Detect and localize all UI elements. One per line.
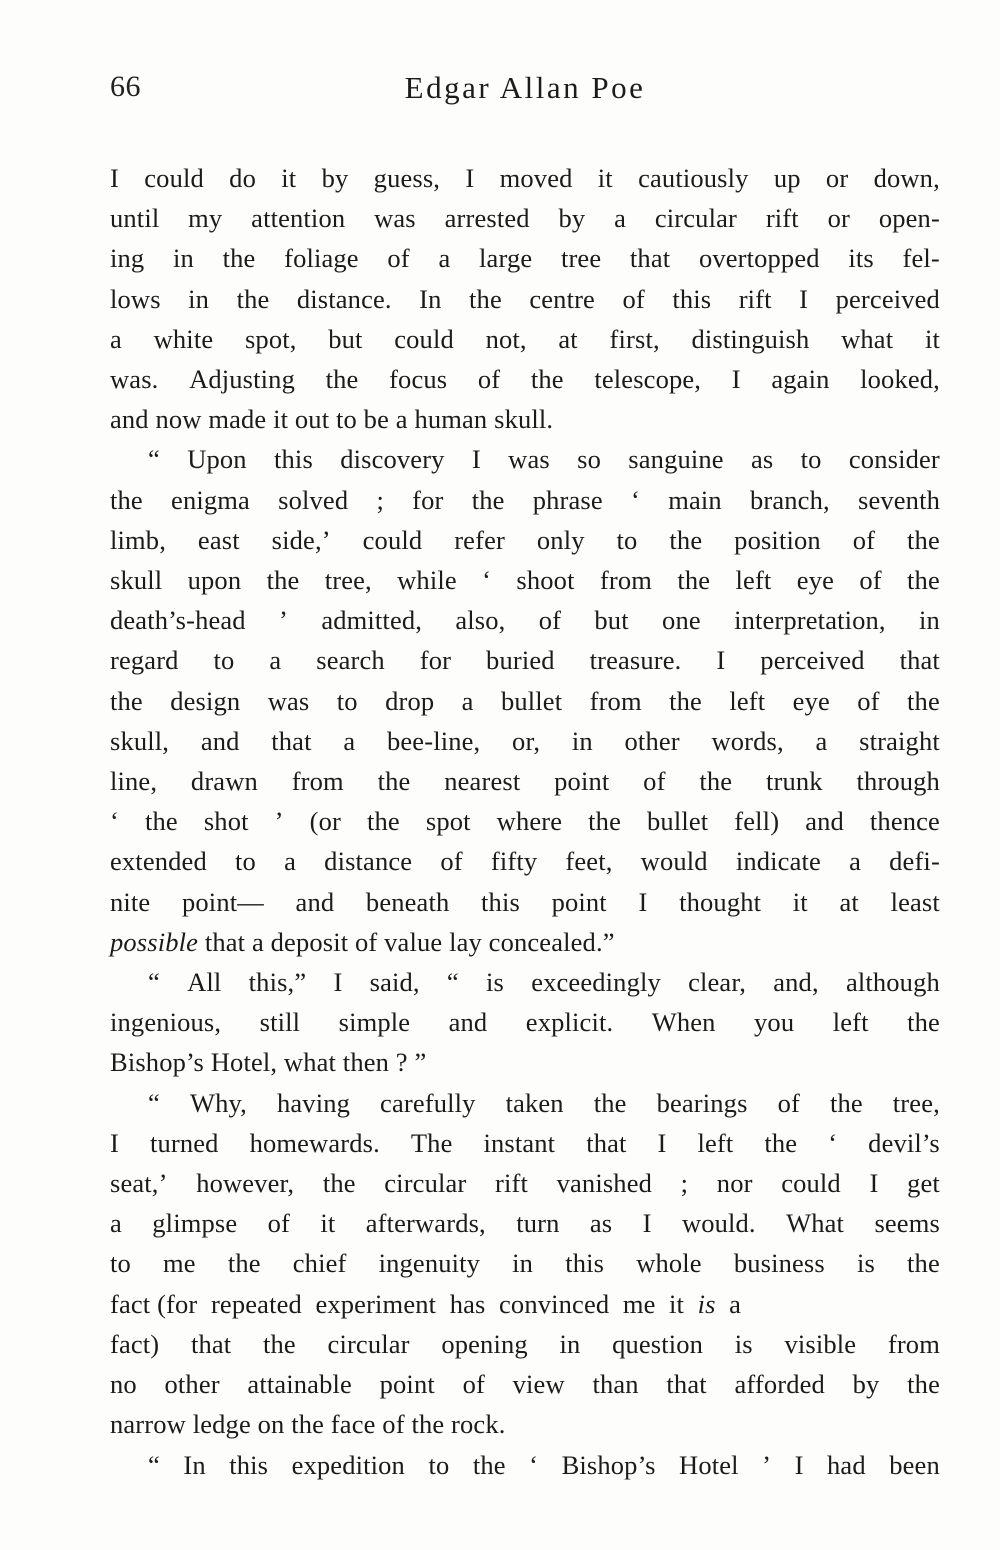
text-line: seat,’ however, the circular rift vanished ; nor could I get: [110, 1168, 940, 1199]
indent-spacer: [110, 962, 148, 1002]
running-title: Edgar Allan Poe: [404, 70, 646, 105]
text-line: death’s-head ’ admitted, also, of but one interpretation, in: [110, 605, 940, 636]
indent-spacer: [110, 1083, 148, 1123]
text-line: skull, and that a bee-line, or, in other words, a straight: [110, 725, 940, 756]
text-line: regard to a search for buried treasure. I perceived that: [110, 645, 940, 676]
indent-spacer: [110, 439, 148, 479]
text-line: the design was to drop a bullet from the left eye of the: [110, 685, 940, 716]
text-line: lows in the distance. In the centre of this rift I perceived: [110, 283, 940, 314]
paragraph-1: [110, 158, 940, 439]
text-line: ing in the foliage of a large tree that overtopped its fel-: [110, 243, 940, 274]
text-line: limb, east side,’ could refer only to the position of the: [110, 524, 940, 555]
text-line: no other attainable point of view than that afforded by the: [110, 1369, 940, 1400]
emphasis-possible: possible: [110, 926, 199, 957]
text-line-rest: that a deposit of value lay concealed.”: [198, 926, 615, 957]
paragraph-5: [110, 1445, 940, 1485]
text-line: “ All this,” I said, “ is exceedingly clear, and, although: [110, 962, 940, 1002]
text-line: a white spot, but could not, at first, distinguish what it: [110, 323, 940, 354]
paragraph-4: [110, 1083, 940, 1445]
text-line: “ In this expedition to the ‘ Bishop’s Hotel ’ I had been: [110, 1445, 940, 1485]
text-line: ‘ the shot ’ (or the spot where the bullet fell) and thence: [110, 806, 940, 837]
page-body: [110, 158, 940, 1485]
paragraph-3: [110, 962, 940, 1083]
text-line: Bishop’s Hotel, what then ? ”: [110, 1047, 427, 1078]
text-line: nite point— and beneath this point I thought it at least: [110, 886, 940, 917]
text-line: “ Upon this discovery I was so sanguine as to consider: [110, 439, 940, 479]
text-line: until my attention was arrested by a circular rift or open-: [110, 203, 940, 234]
text-line-italic-lead: [110, 922, 940, 962]
text-line: the enigma solved ; for the phrase ‘ main branch, seventh: [110, 484, 940, 515]
text-line-italic-is: [110, 1284, 940, 1324]
emphasis-is: is: [697, 1288, 716, 1319]
text-line: a glimpse of it afterwards, turn as I would. What seems: [110, 1208, 940, 1239]
text-line: and now made it out to be a human skull.: [110, 404, 554, 435]
text-line: skull upon the tree, while ‘ shoot from the left eye of the: [110, 565, 940, 596]
text-line: extended to a distance of fifty feet, would indicate a defi-: [110, 846, 940, 877]
text-line: I could do it by guess, I moved it cautiously up or down,: [110, 163, 940, 193]
text-line: to me the chief ingenuity in this whole business is the: [110, 1248, 940, 1279]
text-line: line, drawn from the nearest point of the trunk through: [110, 766, 940, 797]
text-line-part: fact (for repeated experiment has convinced me it is a: [110, 1288, 742, 1319]
paragraph-2: [110, 439, 940, 962]
text-line: narrow ledge on the face of the rock.: [110, 1409, 506, 1440]
page-header: [110, 70, 940, 118]
text-line: was. Adjusting the focus of the telescope, I again looked,: [110, 364, 940, 395]
text-line: fact) that the circular opening in question is visible from: [110, 1328, 940, 1359]
text-line: I turned homewards. The instant that I left the ‘ devil’s: [110, 1127, 940, 1158]
indent-spacer: [110, 1445, 148, 1485]
page-number: 66: [110, 70, 141, 103]
text-line: ingenious, still simple and explicit. When you left the: [110, 1007, 940, 1038]
text-line: “ Why, having carefully taken the bearings of the tree,: [110, 1083, 940, 1123]
